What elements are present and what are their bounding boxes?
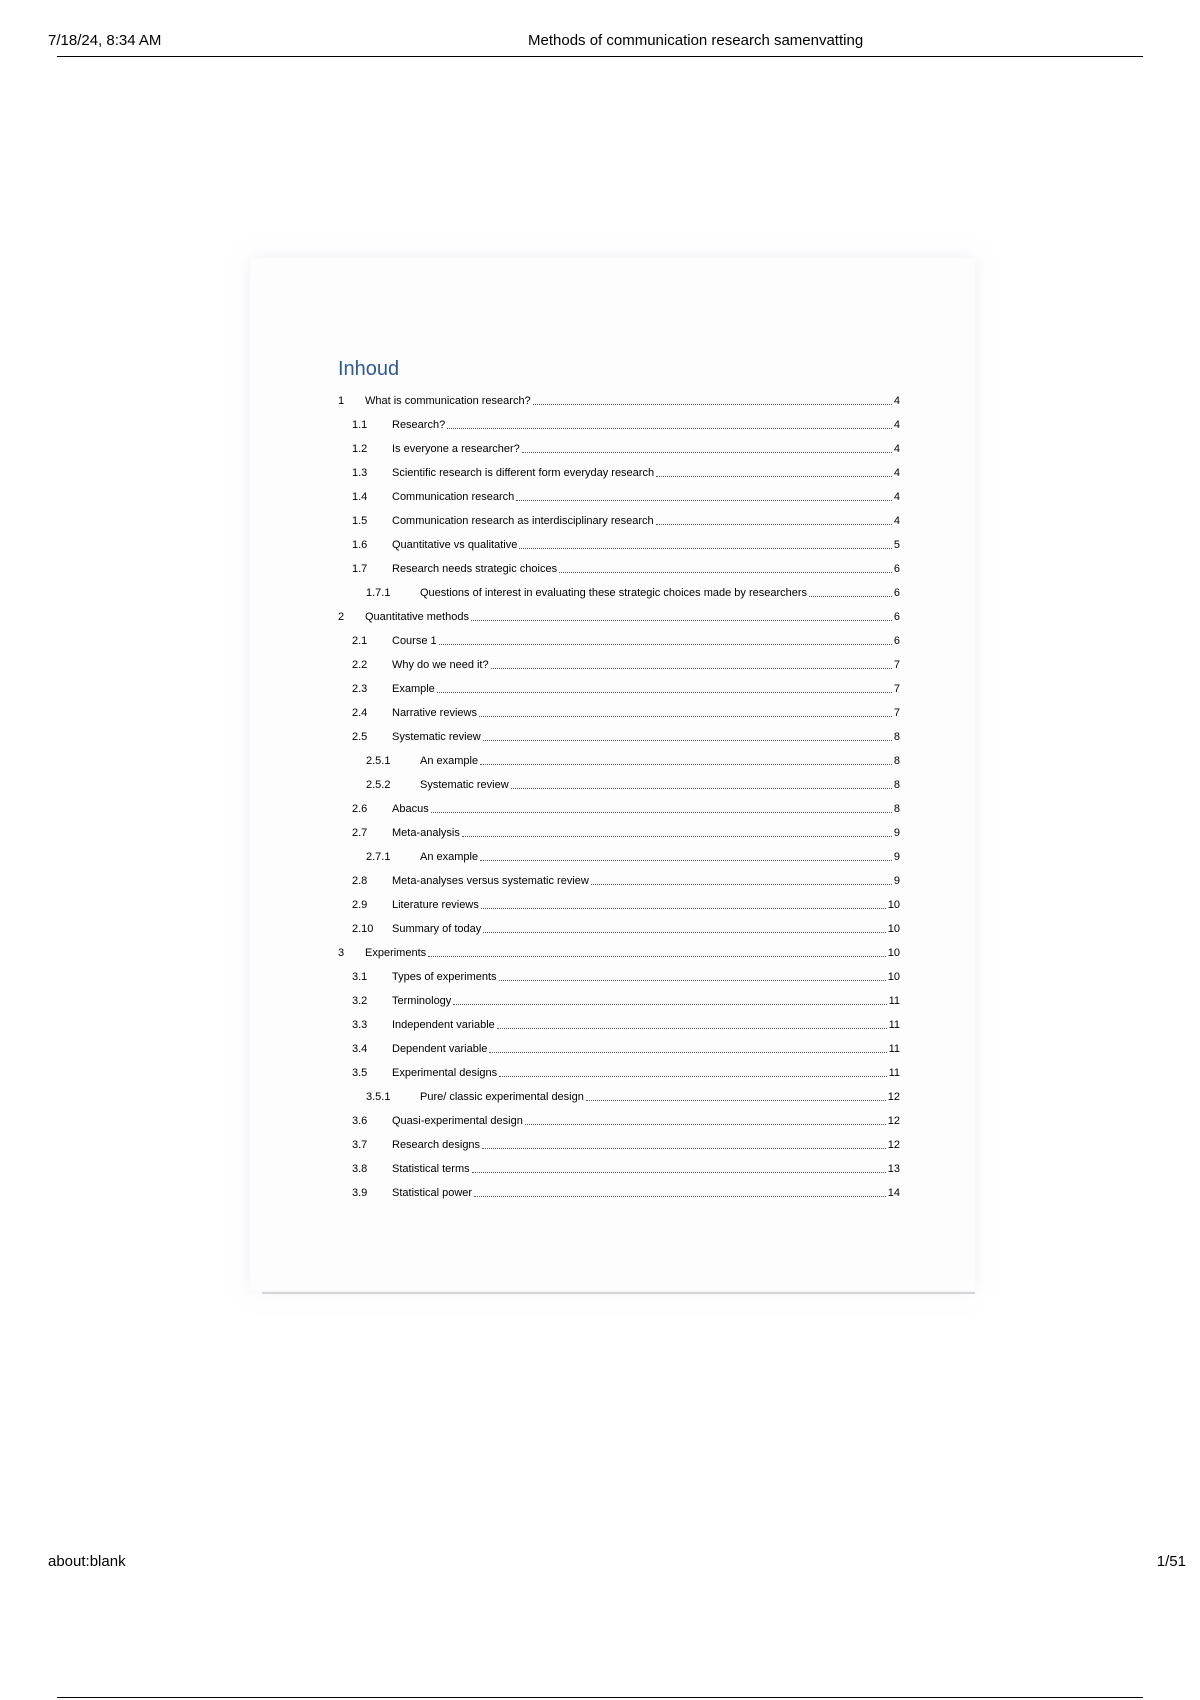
toc-entry-title: Questions of interest in evaluating these strategic choices made by researchers [420, 587, 808, 599]
toc-dot-leader [483, 931, 885, 933]
toc-entry-number: 1.1 [352, 419, 368, 431]
footer-url: about:blank [48, 1553, 126, 1570]
toc-entry-title: Communication research [392, 491, 515, 503]
toc-entry[interactable] [338, 1009, 900, 1033]
toc-dot-leader [656, 523, 892, 525]
print-header [0, 0, 1200, 60]
toc-entry-page: 8 [893, 731, 900, 743]
toc-entry-number: 1.3 [352, 467, 368, 479]
toc-entry-page: 7 [893, 707, 900, 719]
toc-entry-number: 1.7 [352, 563, 368, 575]
toc-dot-leader [431, 811, 892, 813]
toc-dot-leader [516, 499, 892, 501]
toc-dot-leader [522, 451, 892, 453]
toc-dot-leader [480, 763, 892, 765]
toc-dot-leader [479, 715, 892, 717]
toc-entry-number: 3.5 [352, 1067, 368, 1079]
toc-entry[interactable] [338, 1177, 900, 1201]
toc-dot-leader [489, 1051, 886, 1053]
toc-entry-number: 3.1 [352, 971, 368, 983]
toc-entry[interactable] [338, 505, 900, 529]
toc-entry-number: 1.4 [352, 491, 368, 503]
toc-dot-leader [497, 1027, 887, 1029]
toc-entry-title: Statistical terms [392, 1163, 470, 1175]
toc-entry-page: 12 [887, 1139, 900, 1151]
toc-entry-title: Is everyone a researcher? [392, 443, 520, 455]
toc-entry[interactable] [338, 1081, 900, 1105]
toc-dot-leader [482, 1147, 886, 1149]
toc-entry-number: 3.6 [352, 1115, 368, 1127]
toc-entry[interactable] [338, 793, 900, 817]
print-datetime: 7/18/24, 8:34 AM [48, 32, 162, 49]
toc-entry-page: 8 [893, 803, 900, 815]
toc-entry-title: What is communication research? [365, 395, 531, 407]
toc-entry[interactable] [338, 625, 900, 649]
toc-entry[interactable] [338, 1105, 900, 1129]
toc-entry-number: 1.6 [352, 539, 368, 551]
toc-entry-page: 11 [888, 1067, 900, 1079]
toc-entry-number: 3 [338, 947, 345, 959]
toc-entry-number: 2.4 [352, 707, 368, 719]
toc-entry[interactable] [338, 721, 900, 745]
toc-entry-page: 9 [893, 851, 900, 863]
toc-entry[interactable] [338, 961, 900, 985]
toc-entry-title: Systematic review [420, 779, 509, 791]
toc-dot-leader [519, 547, 892, 549]
toc-dot-leader [439, 643, 892, 645]
toc-dot-leader [809, 595, 892, 597]
toc-entry-page: 9 [893, 827, 900, 839]
toc-entry-title: Experiments [365, 947, 427, 959]
toc-entry[interactable] [338, 553, 900, 577]
toc-entry-title: Communication research as interdisciplinary research [392, 515, 654, 527]
toc-entry-title: Research needs strategic choices [392, 563, 558, 575]
toc-entry-page: 4 [893, 491, 900, 503]
toc-entry[interactable] [338, 433, 900, 457]
toc-entry-title: An example [420, 755, 479, 767]
toc-entry-title: Research? [392, 419, 446, 431]
toc-entry-title: Narrative reviews [392, 707, 477, 719]
table-of-contents [338, 356, 900, 1201]
toc-entry-title: Pure/ classic experimental design [420, 1091, 584, 1103]
toc-entry[interactable] [338, 649, 900, 673]
toc-entry-number: 3.9 [352, 1187, 368, 1199]
toc-entry-number: 3.7 [352, 1139, 368, 1151]
toc-entry-title: Dependent variable [392, 1043, 488, 1055]
toc-entry-page: 8 [893, 755, 900, 767]
print-document-title: Methods of communication research samenvatting [528, 32, 864, 49]
print-footer [0, 1540, 1200, 1580]
toc-entry-number: 2.3 [352, 683, 368, 695]
toc-entry-number: 2.10 [352, 923, 374, 935]
toc-entry-page: 9 [893, 875, 900, 887]
toc-entry-title: Types of experiments [392, 971, 497, 983]
toc-dot-leader [525, 1123, 886, 1125]
toc-entry-number: 2.8 [352, 875, 368, 887]
toc-dot-leader [656, 475, 892, 477]
toc-entry-number: 2.5.1 [366, 755, 391, 767]
toc-entry[interactable] [338, 1153, 900, 1177]
toc-entry[interactable] [338, 601, 900, 625]
toc-entry[interactable] [338, 745, 900, 769]
toc-entry-number: 1 [338, 395, 345, 407]
toc-dot-leader [586, 1099, 886, 1101]
toc-entry-title: Summary of today [392, 923, 482, 935]
toc-dot-leader [511, 787, 892, 789]
toc-dot-leader [499, 979, 886, 981]
toc-entry-number: 2.7 [352, 827, 368, 839]
toc-entry-title: Statistical power [392, 1187, 473, 1199]
toc-dot-leader [480, 859, 892, 861]
toc-entry[interactable] [338, 913, 900, 937]
toc-entry-title: Quantitative vs qualitative [392, 539, 518, 551]
toc-entry-page: 4 [893, 419, 900, 431]
toc-entry-title: Meta-analysis [392, 827, 460, 839]
toc-entry-number: 1.2 [352, 443, 368, 455]
toc-entry-page: 14 [887, 1187, 900, 1199]
toc-dot-leader [462, 835, 892, 837]
toc-entry-title: Course 1 [392, 635, 437, 647]
toc-entry-page: 4 [893, 443, 900, 455]
toc-entry-number: 3.8 [352, 1163, 368, 1175]
toc-heading: Inhoud [338, 358, 400, 380]
toc-entry-title: Systematic review [392, 731, 481, 743]
toc-entry[interactable] [338, 673, 900, 697]
toc-dot-leader [591, 883, 892, 885]
toc-entry-number: 3.5.1 [366, 1091, 391, 1103]
toc-dot-leader [481, 907, 886, 909]
toc-entry-number: 1.5 [352, 515, 368, 527]
footer-page-indicator: 1/51 [1156, 1553, 1186, 1570]
toc-entry[interactable] [338, 1129, 900, 1153]
toc-dot-leader [499, 1075, 886, 1077]
toc-entry-page: 4 [893, 515, 900, 527]
toc-entry-page: 6 [893, 611, 900, 623]
bottom-divider [57, 1697, 1143, 1698]
toc-entry[interactable] [338, 529, 900, 553]
toc-entry[interactable] [338, 457, 900, 481]
toc-entry-page: 6 [893, 635, 900, 647]
toc-entry-title: Why do we need it? [392, 659, 489, 671]
toc-entry-page: 11 [888, 1043, 900, 1055]
toc-entry-number: 2.7.1 [366, 851, 391, 863]
toc-entry-page: 13 [887, 1163, 900, 1175]
toc-entry-page: 10 [887, 923, 900, 935]
toc-entry[interactable] [338, 769, 900, 793]
toc-entry[interactable] [338, 1057, 900, 1081]
toc-entry-page: 10 [887, 899, 900, 911]
document-page-bottom-line [262, 1292, 975, 1294]
toc-entry-title: Literature reviews [392, 899, 479, 911]
toc-dot-leader [491, 667, 892, 669]
toc-entry-title: Research designs [392, 1139, 481, 1151]
toc-entry-page: 12 [887, 1091, 900, 1103]
toc-entry-list [338, 385, 900, 1201]
toc-entry-number: 2.9 [352, 899, 368, 911]
toc-entry[interactable] [338, 385, 900, 409]
toc-entry[interactable] [338, 697, 900, 721]
toc-entry-number: 2.5.2 [366, 779, 391, 791]
toc-entry-page: 4 [893, 467, 900, 479]
toc-entry-page: 11 [888, 995, 900, 1007]
toc-dot-leader [447, 427, 892, 429]
toc-entry[interactable] [338, 481, 900, 505]
toc-entry-number: 2.5 [352, 731, 368, 743]
toc-entry[interactable] [338, 577, 900, 601]
header-divider [57, 56, 1143, 57]
toc-entry-title: Quasi-experimental design [392, 1115, 523, 1127]
toc-entry-page: 6 [893, 587, 900, 599]
toc-entry[interactable] [338, 985, 900, 1009]
toc-entry-number: 3.3 [352, 1019, 368, 1031]
toc-entry-title: Meta-analyses versus systematic review [392, 875, 589, 887]
toc-entry-number: 1.7.1 [366, 587, 391, 599]
toc-entry-number: 2.1 [352, 635, 368, 647]
toc-dot-leader [474, 1195, 886, 1197]
toc-entry-page: 5 [893, 539, 900, 551]
toc-dot-leader [533, 403, 892, 405]
toc-entry-title: Example [392, 683, 435, 695]
toc-entry-title: Independent variable [392, 1019, 495, 1031]
toc-entry-page: 7 [893, 659, 900, 671]
toc-dot-leader [471, 619, 892, 621]
toc-entry-page: 8 [893, 779, 900, 791]
toc-dot-leader [437, 691, 892, 693]
toc-entry[interactable] [338, 817, 900, 841]
toc-entry-number: 3.4 [352, 1043, 368, 1055]
toc-entry-title: Experimental designs [392, 1067, 498, 1079]
toc-entry[interactable] [338, 409, 900, 433]
toc-dot-leader [453, 1003, 886, 1005]
toc-entry-title: Quantitative methods [365, 611, 469, 623]
toc-entry-page: 11 [888, 1019, 900, 1031]
toc-dot-leader [428, 955, 886, 957]
toc-dot-leader [472, 1171, 886, 1173]
toc-entry-number: 3.2 [352, 995, 368, 1007]
toc-entry-number: 2.6 [352, 803, 368, 815]
toc-entry[interactable] [338, 889, 900, 913]
toc-entry[interactable] [338, 865, 900, 889]
toc-entry-title: Terminology [392, 995, 452, 1007]
toc-entry-page: 7 [893, 683, 900, 695]
toc-entry-number: 2 [338, 611, 345, 623]
toc-entry-title: Abacus [392, 803, 429, 815]
toc-entry-page: 10 [887, 947, 900, 959]
toc-entry-title: Scientific research is different form everyday research [392, 467, 655, 479]
toc-entry-page: 6 [893, 563, 900, 575]
toc-entry[interactable] [338, 1033, 900, 1057]
toc-entry-page: 12 [887, 1115, 900, 1127]
toc-entry-title: An example [420, 851, 479, 863]
toc-dot-leader [559, 571, 892, 573]
toc-entry[interactable] [338, 841, 900, 865]
toc-entry[interactable] [338, 937, 900, 961]
toc-entry-page: 4 [893, 395, 900, 407]
toc-entry-number: 2.2 [352, 659, 368, 671]
toc-entry-page: 10 [887, 971, 900, 983]
toc-dot-leader [483, 739, 892, 741]
